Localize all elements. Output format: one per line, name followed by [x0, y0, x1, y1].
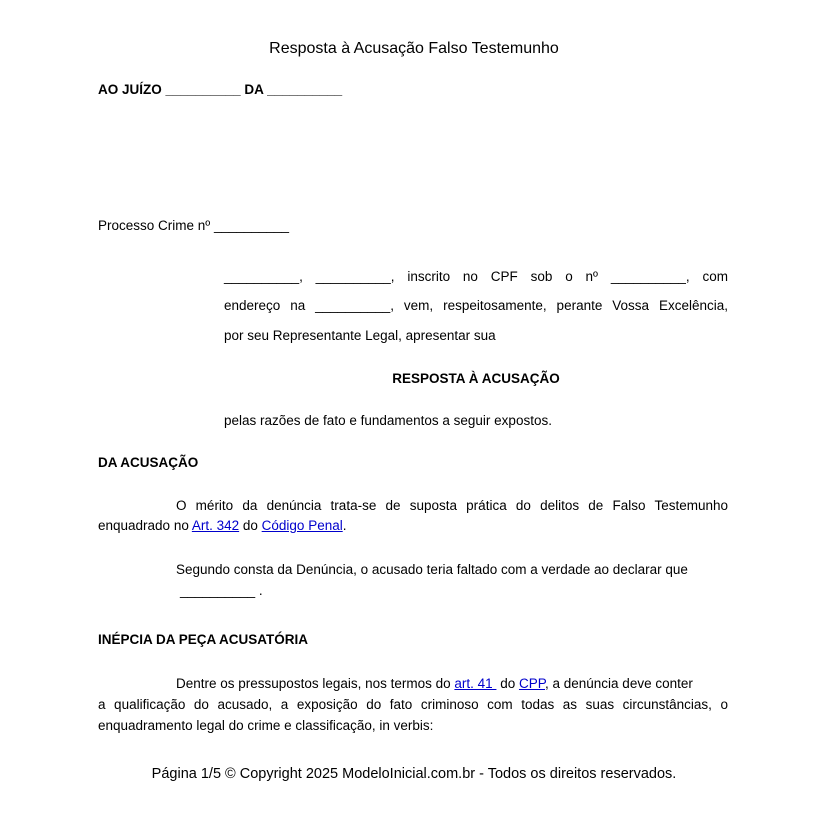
inepcia-p1-mid: do — [496, 676, 519, 691]
accusation-p1-text-before: enquadrado no — [98, 518, 192, 533]
accusation-p1-text-after: . — [342, 518, 347, 533]
link-art-342[interactable]: Art. 342 — [191, 518, 240, 533]
inepcia-p1-line-2: a qualificação do acusado, a exposição do fato criminoso com todas as suas circunstâncias, o — [98, 697, 728, 712]
section-heading-accusation: DA ACUSAÇÃO — [98, 455, 199, 470]
inepcia-p1-line-1 — [176, 673, 728, 694]
section-heading-inepcia: INÉPCIA DA PEÇA ACUSATÓRIA — [98, 632, 309, 647]
intro-line-1: __________, __________, inscrito no CPF sob o nº __________, com — [224, 269, 728, 284]
accusation-p2-line-2: __________ . — [180, 583, 263, 598]
document-title: Resposta à Acusação Falso Testemunho — [269, 40, 559, 57]
intro-line-3: por seu Representante Legal, apresentar sua — [224, 328, 496, 343]
inepcia-p1-before: Dentre os pressupostos legais, nos termos do — [176, 676, 455, 691]
accusation-p1-line-1: O mérito da denúncia trata-se de suposta prática do delitos de Falso Testemunho — [176, 498, 728, 513]
link-cpp[interactable]: CPP — [518, 676, 545, 691]
intro-line-2: endereço na __________, vem, respeitosamente, perante Vossa Excelência, — [224, 298, 728, 313]
link-codigo-penal[interactable]: Código Penal — [261, 518, 343, 533]
accusation-p1-line-2 — [98, 515, 346, 536]
inepcia-p1-line-3: enquadramento legal do crime e classificação, in verbis: — [98, 718, 434, 733]
accusation-p2-line-1: Segundo consta da Denúncia, o acusado teria faltado com a verdade ao declarar que — [176, 562, 688, 577]
inepcia-p1-text-before — [176, 673, 693, 694]
process-number-label: Processo Crime nº __________ — [98, 218, 290, 233]
intro-line-4: pelas razões de fato e fundamentos a seguir expostos. — [224, 413, 552, 428]
link-art-41[interactable]: art. 41 — [454, 676, 497, 691]
addressee-heading: AO JUÍZO __________ DA __________ — [98, 82, 343, 97]
response-title: RESPOSTA À ACUSAÇÃO — [392, 371, 560, 386]
accusation-p1-text-mid: do — [239, 518, 262, 533]
inepcia-p1-after: , a denúncia deve conter — [545, 676, 693, 691]
page-footer: Página 1/5 © Copyright 2025 ModeloInicial.com.br - Todos os direitos reservados. — [151, 766, 677, 782]
